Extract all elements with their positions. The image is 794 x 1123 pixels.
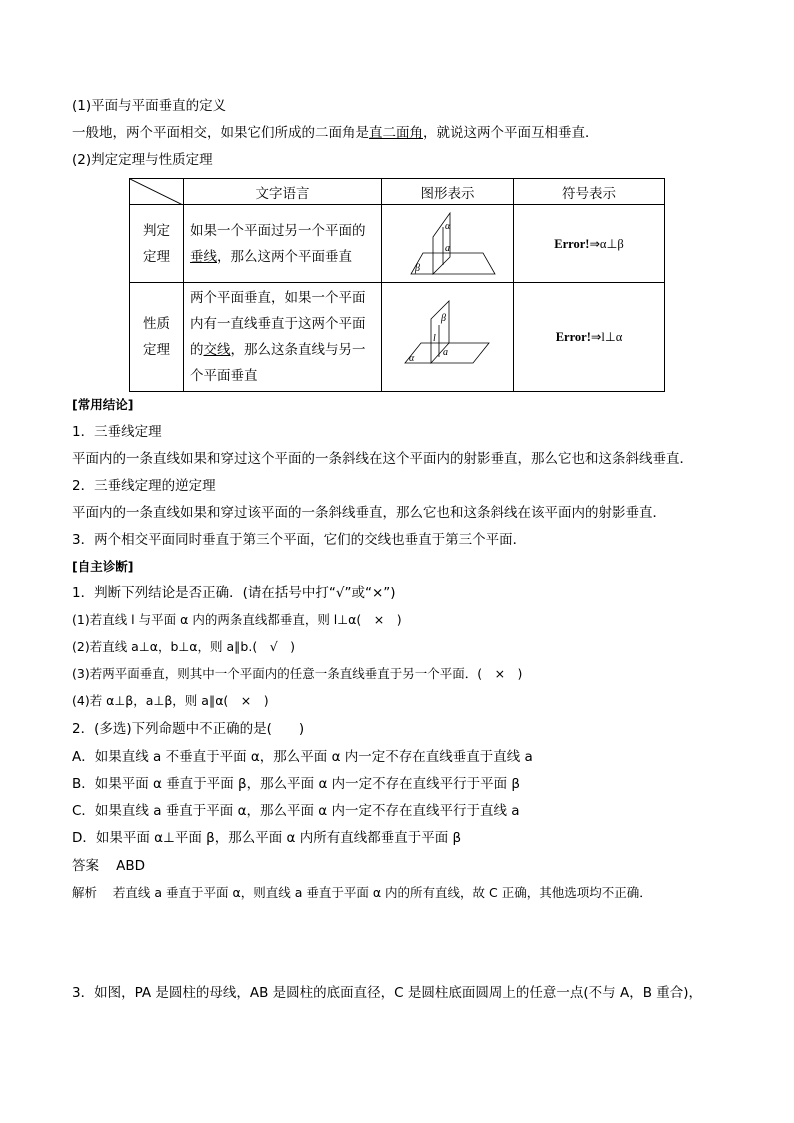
definition-line bbox=[72, 124, 599, 142]
property-text-line: 内有一直线垂直于这两个平面 bbox=[190, 316, 366, 332]
row-label-property bbox=[130, 283, 184, 392]
criterion-figure-cell bbox=[382, 205, 514, 283]
conclusion-2-text: 平面内的一条直线如果和穿过该平面的一条斜线垂直，那么它也和这条斜线在该平面内的射影垂直． bbox=[72, 505, 666, 521]
property-figure-cell bbox=[382, 283, 514, 392]
criterion-symbol-error: Error! bbox=[554, 236, 590, 251]
criterion-symbol-rest: ⇒α⊥β bbox=[589, 236, 624, 251]
property-text-line bbox=[190, 337, 375, 363]
criterion-text-line: 如果一个平面过另一个平面的 bbox=[190, 222, 366, 239]
property-text-line: 两个平面垂直，如果一个平面 bbox=[190, 290, 366, 306]
definition-before: 一般地，两个平面相交，如果它们所成的二面角是 bbox=[72, 125, 369, 141]
property-symbol-error: Error! bbox=[555, 330, 591, 344]
q2-option-b: B．如果平面 α 垂直于平面 β，那么平面 α 内一定不存在直线平行于平面 β bbox=[72, 776, 521, 792]
alpha-label: α bbox=[408, 353, 414, 364]
beta-label: β bbox=[440, 313, 446, 324]
q2-option-c: C．如果直线 a 垂直于平面 α，那么平面 α 内一定不存在直线平行于直线 a bbox=[72, 803, 520, 819]
table-corner bbox=[130, 179, 184, 205]
property-term: 交线 bbox=[203, 342, 231, 358]
common-conclusions-title: [常用结论] bbox=[72, 397, 134, 412]
alpha-label: α bbox=[444, 220, 450, 232]
q3-stem: 3．如图，PA 是圆柱的母线，AB 是圆柱的底面直径，C 是圆柱底面圆周上的任意一点(不与 A，B 重合)， bbox=[72, 985, 703, 1001]
header-symbol: 符号表示 bbox=[514, 179, 665, 205]
property-figure bbox=[393, 295, 503, 375]
definition-term: 直二面角 bbox=[369, 125, 423, 141]
q2-option-a: A．如果直线 a 不垂直于平面 α，那么平面 α 内一定不存在直线垂直于直线 a bbox=[72, 749, 533, 765]
section1-title: (1)平面与平面垂直的定义 bbox=[72, 98, 227, 114]
header-figure: 图形表示 bbox=[382, 179, 514, 205]
property-text-line: 个平面垂直 bbox=[190, 368, 258, 384]
row-label-line: 定理 bbox=[143, 248, 170, 265]
conclusion-2-title: 2．三垂线定理的逆定理 bbox=[72, 478, 216, 494]
section2-title: (2)判定定理与性质定理 bbox=[72, 152, 213, 168]
q1-stem: 1．判断下列结论是否正确．(请在括号中打“√”或“×”) bbox=[72, 585, 396, 601]
q2-analysis bbox=[72, 884, 652, 902]
answer-value: ABD bbox=[116, 858, 146, 874]
row-label-criterion bbox=[130, 205, 184, 283]
q1-item: (2)若直线 a⊥α，b⊥α，则 a∥b.( √ ) bbox=[72, 639, 296, 654]
row-label-line: 判定 bbox=[143, 222, 170, 239]
a-label: a bbox=[442, 347, 448, 358]
criterion-text bbox=[184, 205, 382, 283]
q2-stem: 2．(多选)下列命题中不正确的是( ) bbox=[72, 721, 305, 737]
q2-option-d: D．如果平面 α⊥平面 β，那么平面 α 内所有直线都垂直于平面 β bbox=[72, 830, 462, 846]
q1-item: (4)若 α⊥β，a⊥β，则 a∥α( × ) bbox=[72, 693, 269, 708]
header-text-language: 文字语言 bbox=[184, 179, 382, 205]
criterion-figure bbox=[393, 207, 503, 277]
analysis-text: 若直线 a 垂直于平面 α，则直线 a 垂直于平面 α 内的所有直线，故 C 正确，其他选项均不正确． bbox=[112, 885, 652, 900]
self-diagnosis-title: [自主诊断] bbox=[72, 559, 134, 574]
conclusion-1-text: 平面内的一条直线如果和穿过这个平面的一条斜线在这个平面内的射影垂直，那么它也和这条斜线垂直． bbox=[72, 451, 693, 467]
conclusion-1-title: 1．三垂线定理 bbox=[72, 424, 162, 440]
row-label-line: 性质 bbox=[143, 316, 170, 332]
beta-label: β bbox=[414, 262, 420, 274]
answer-label: 答案 bbox=[72, 858, 99, 874]
q2-answer bbox=[72, 857, 145, 875]
property-text bbox=[184, 283, 382, 392]
row-label-line: 定理 bbox=[143, 342, 170, 358]
diagonal-divider bbox=[130, 179, 183, 205]
property-symbol-rest: ⇒l⊥α bbox=[590, 330, 623, 344]
theorem-table bbox=[129, 178, 665, 392]
l-label: l bbox=[432, 333, 436, 344]
definition-after: ，就说这两个平面互相垂直． bbox=[423, 125, 599, 141]
analysis-label: 解析 bbox=[72, 885, 98, 900]
a-label: a bbox=[444, 242, 450, 254]
criterion-symbol bbox=[514, 205, 665, 283]
criterion-term: 垂线 bbox=[190, 248, 217, 265]
q1-item: (3)若两平面垂直，则其中一个平面内的任意一条直线垂直于另一个平面．( × ) bbox=[72, 666, 523, 681]
criterion-text-rest: ，那么这两个平面垂直 bbox=[217, 248, 352, 265]
criterion-text-line bbox=[190, 244, 375, 270]
property-symbol bbox=[514, 283, 665, 392]
property-text-pre: 的 bbox=[190, 342, 204, 358]
conclusion-3-text: 3．两个相交平面同时垂直于第三个平面，它们的交线也垂直于第三个平面． bbox=[72, 532, 527, 548]
property-text-rest: ，那么这条直线与另一 bbox=[230, 342, 366, 358]
q1-item: (1)若直线 l 与平面 α 内的两条直线都垂直，则 l⊥α( × ) bbox=[72, 612, 402, 627]
